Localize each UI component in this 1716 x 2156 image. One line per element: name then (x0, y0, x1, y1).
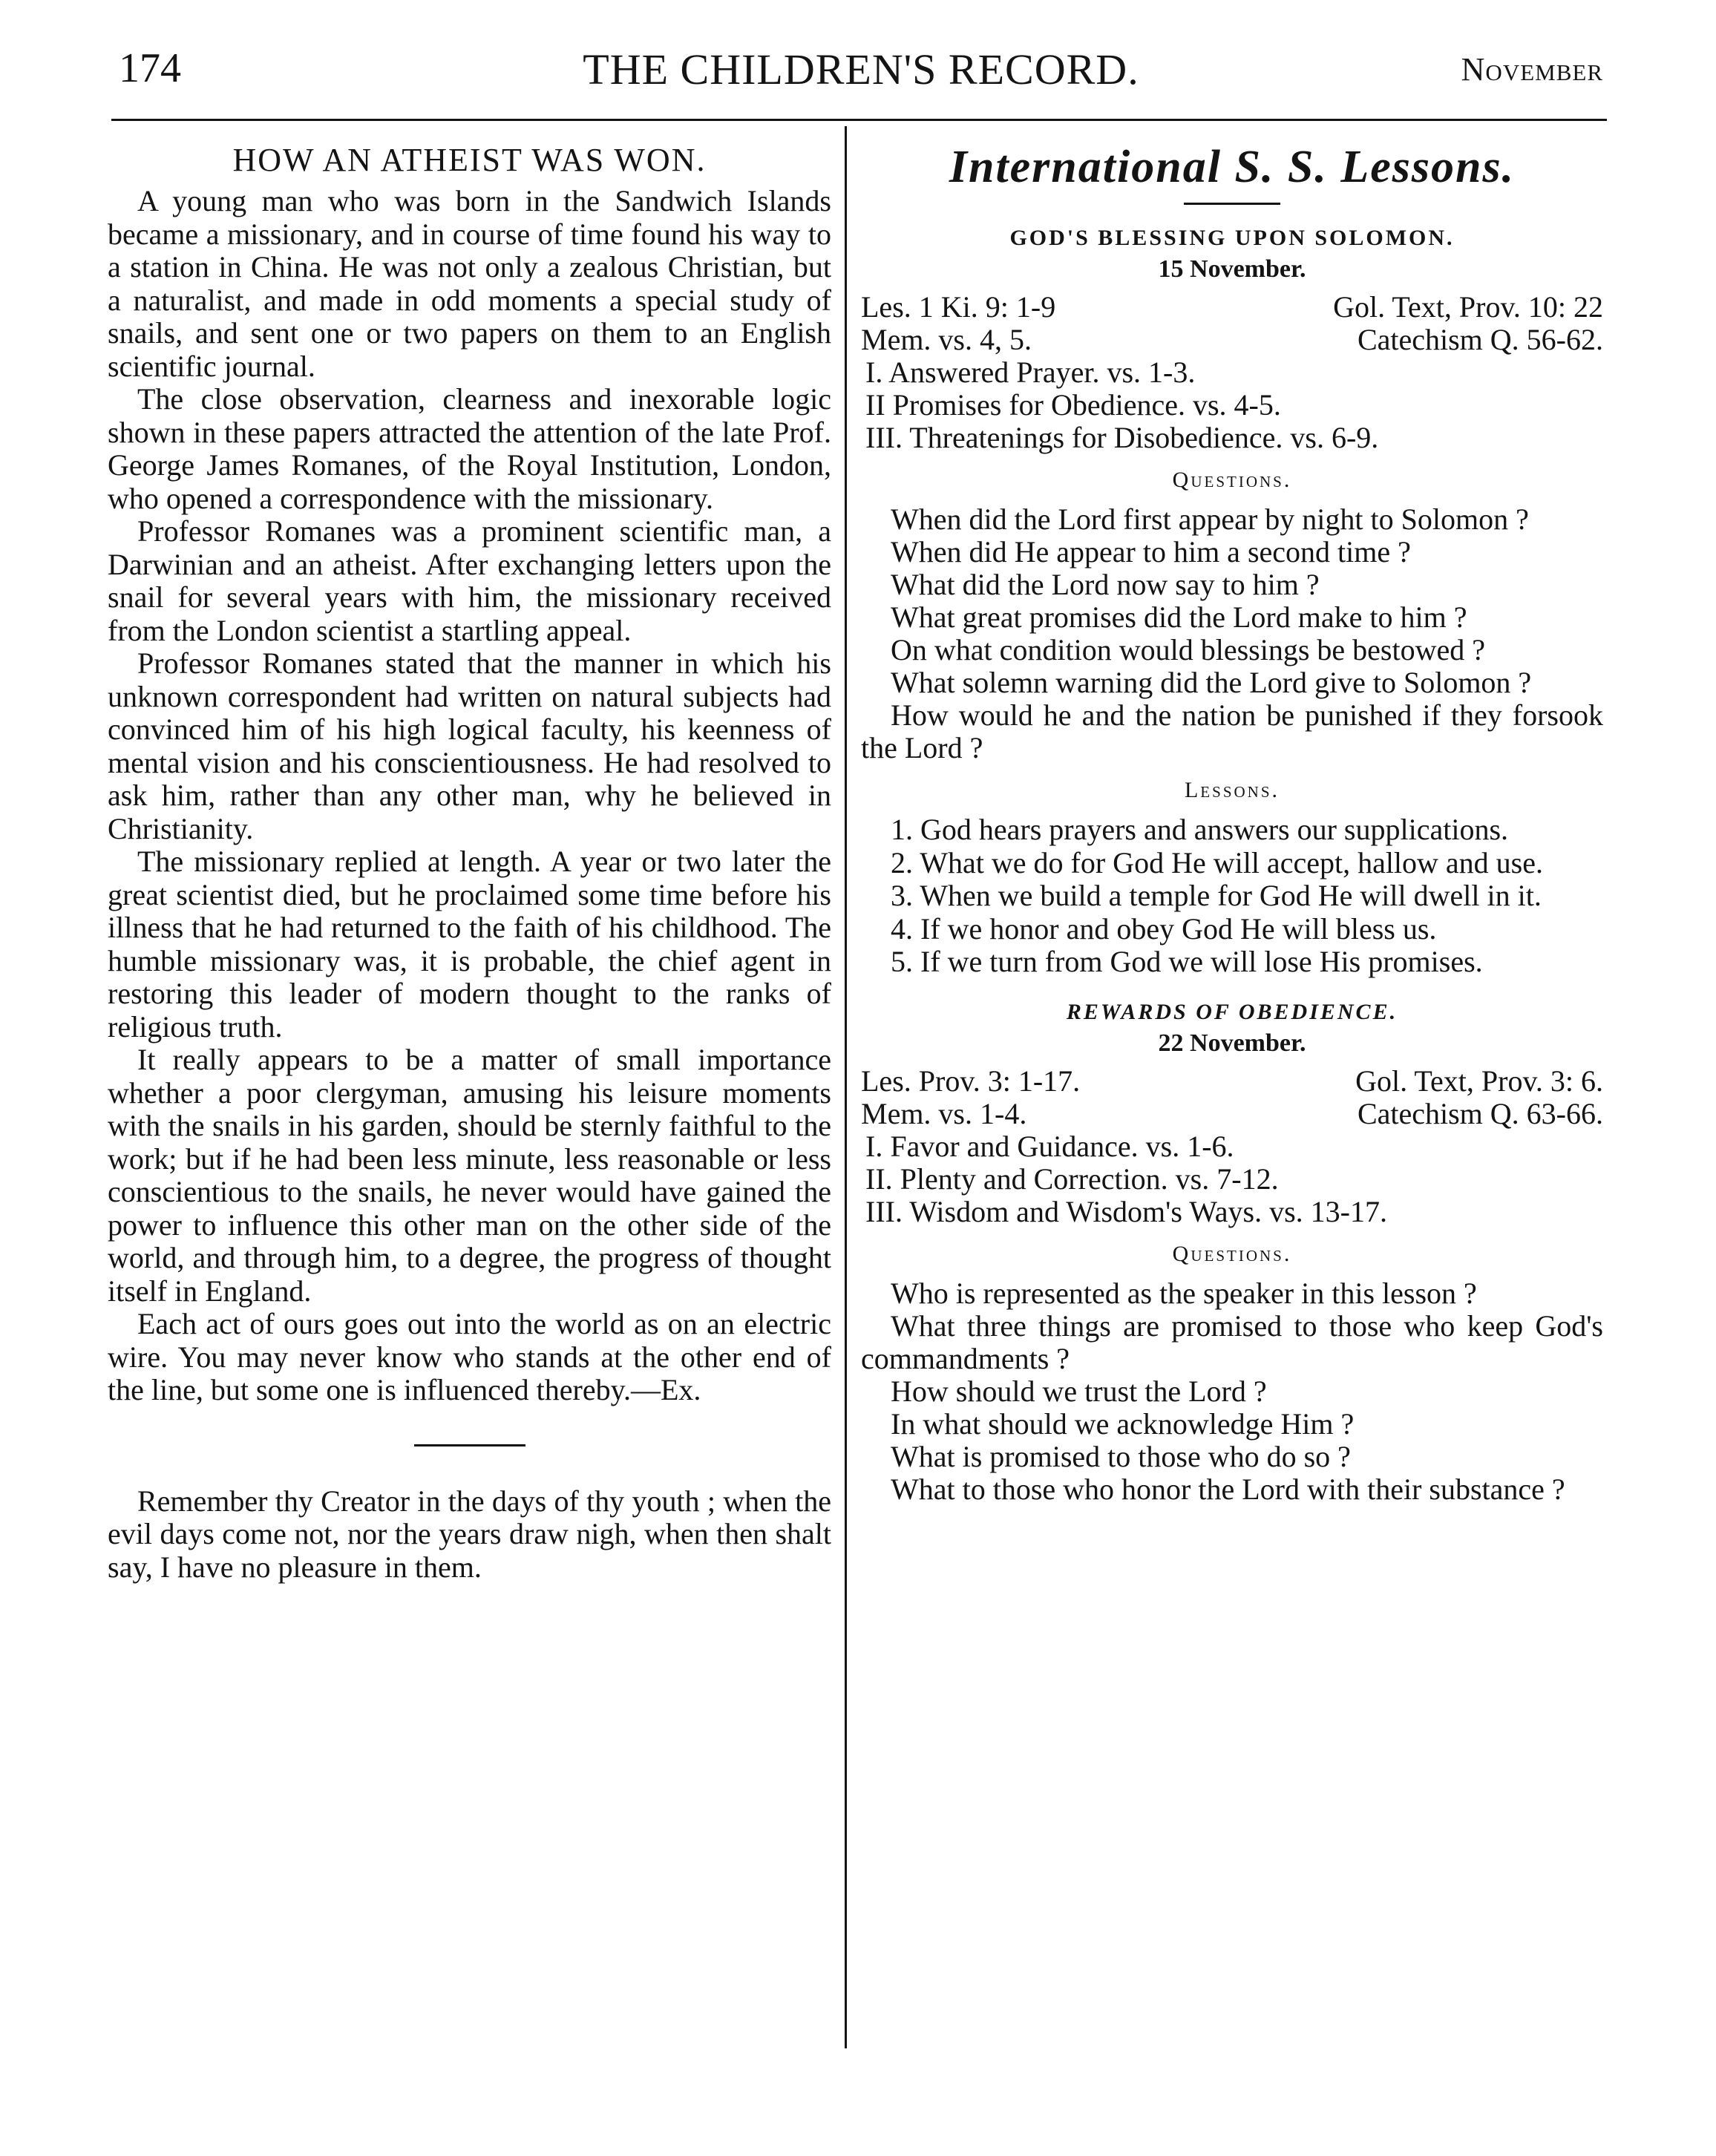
lesson-reference-row (861, 291, 1603, 324)
outline-item: III. Threatenings for Disobedience. vs. 6-9. (865, 421, 1379, 454)
outline-item: I. Favor and Guidance. vs. 1-6. (865, 1129, 1234, 1163)
closing-verse: Remember thy Creator in the days of thy youth ; when the evil days come not, nor the years draw nigh, when then shalt say, I have no pleasure in them. (108, 1484, 831, 1584)
questions-label: Questions. (1172, 1241, 1292, 1266)
question: When did the Lord first appear by night to Solomon ? (891, 502, 1529, 536)
page-header (119, 45, 1603, 104)
question: How should we trust the Lord ? (891, 1374, 1267, 1408)
question: On what condition would blessings be bestowed ? (891, 633, 1485, 666)
question: What to those who honor the Lord with their substance ? (891, 1472, 1565, 1506)
lesson-point: 4. If we honor and obey God He will bless us. (891, 911, 1437, 946)
article-paragraph: Professor Romanes was a prominent scientific man, a Darwinian and an atheist. After exchanging letters upon the snail for several years with him, the missionary received from the London scientist a startling appeal. (108, 514, 831, 647)
article-paragraph: The close observation, clearness and inexorable logic shown in these papers attracted the attention of the late Prof. George James Romanes, of the Royal Institution, London, who opened a correspondence with the missionary. (108, 382, 831, 515)
article-paragraph: It really appears to be a matter of small importance whether a poor clergyman, amusing his leisure moments with the snails in his garden, should be sternly faithful to the work; but if he had been less minute, less reasonable or less conscientious to the snails, he never would have gained the power to influence this other man on the other side of the world, and through him, to a degree, the progress of thought itself in England. (108, 1043, 831, 1308)
heading-ornament (1184, 203, 1280, 205)
running-title: THE CHILDREN'S RECORD. (583, 45, 1139, 94)
lesson-reference-row (861, 1098, 1603, 1130)
question: What did the Lord now say to him ? (891, 568, 1320, 601)
question: What great promises did the Lord make to him ? (891, 600, 1467, 634)
memory-verses: Mem. vs. 4, 5. (861, 323, 1032, 356)
questions-label: Questions. (1172, 468, 1292, 492)
lesson-passage: Les. 1 Ki. 9: 1-9 (861, 290, 1056, 324)
lesson-point: 5. If we turn from God we will lose His promises. (891, 945, 1483, 978)
left-column (108, 141, 831, 1584)
question: When did He appear to him a second time ? (891, 535, 1411, 569)
question: What is promised to those who do so ? (891, 1439, 1351, 1473)
outline-item: I. Answered Prayer. vs. 1-3. (865, 355, 1196, 389)
lesson-point: 2. What we do for God He will accept, hallow and use. (891, 845, 1544, 879)
spacer (861, 979, 1603, 992)
catechism-ref: Catechism Q. 63-66. (1357, 1096, 1603, 1130)
golden-text: Gol. Text, Prov. 10: 22 (1333, 290, 1603, 324)
column-rule (845, 126, 847, 2048)
lesson-title: GOD'S BLESSING UPON SOLOMON. (1009, 226, 1455, 250)
article-paragraph: A young man who was born in the Sandwich Islands became a missionary, and in course of time found his way to a station in China. He was not only a zealous Christian, but a naturalist, and made in odd moments a special study of snails, and sent one or two papers on them to an English scientific journal. (108, 184, 831, 383)
question: What solemn warning did the Lord give to Solomon ? (891, 666, 1532, 699)
lesson-point: 1. God hears prayers and answers our supplications. (891, 813, 1509, 846)
catechism-ref: Catechism Q. 56-62. (1357, 323, 1603, 356)
lesson-point: 3. When we build a temple for God He will dwell in it. (891, 879, 1542, 912)
question: Who is represented as the speaker in this lesson ? (891, 1276, 1477, 1310)
page-number: 174 (119, 45, 181, 91)
question: In what should we acknowledge Him ? (891, 1406, 1355, 1441)
lesson-title: REWARDS OF OBEDIENCE. (1066, 999, 1398, 1024)
outline-item: III. Wisdom and Wisdom's Ways. vs. 13-17. (865, 1194, 1387, 1228)
article-paragraph: The missionary replied at length. A year or two later the great scientist died, but he proclaimed some time before his illness that he had returned to the faith of his childhood. The humble missionary was, it is probable, the chief agent in restoring this leader of modern thought to the ranks of religious truth. (108, 845, 831, 1043)
lessons-label: Lessons. (1184, 778, 1280, 802)
question: How would he and the nation be punished if they forsook the Lord ? (861, 698, 1603, 764)
outline-item: II. Plenty and Correction. vs. 7-12. (865, 1161, 1279, 1196)
question: What three things are promised to those who keep God's commandments ? (861, 1308, 1603, 1375)
lesson-date: 22 November. (1158, 1029, 1306, 1057)
memory-verses: Mem. vs. 1-4. (861, 1096, 1027, 1130)
header-rule (111, 119, 1607, 121)
lesson-reference-row (861, 1065, 1603, 1098)
outline-item: II Promises for Obedience. vs. 4-5. (865, 388, 1281, 422)
golden-text: Gol. Text, Prov. 3: 6. (1355, 1064, 1603, 1098)
lessons-heading: International S. S. Lessons. (949, 142, 1516, 192)
lesson-reference-row (861, 324, 1603, 356)
month-label: November (1461, 51, 1603, 88)
section-separator (414, 1444, 525, 1446)
right-column (861, 141, 1603, 1506)
lesson-passage: Les. Prov. 3: 1-17. (861, 1064, 1081, 1098)
lesson-date: 15 November. (1158, 255, 1306, 283)
article-paragraph: Professor Romanes stated that the manner in which his unknown correspondent had written on natural subjects had convinced him of his high logical faculty, his keenness of mental vision and his conscientiousness. He had resolved to ask him, rather than any other man, why he believed in Christianity. (108, 646, 831, 845)
article-paragraph: Each act of ours goes out into the world as on an electric wire. You may never know who stands at the other end of the line, but some one is influenced thereby.—Ex. (108, 1307, 831, 1406)
article-title: HOW AN ATHEIST WAS WON. (232, 142, 707, 178)
